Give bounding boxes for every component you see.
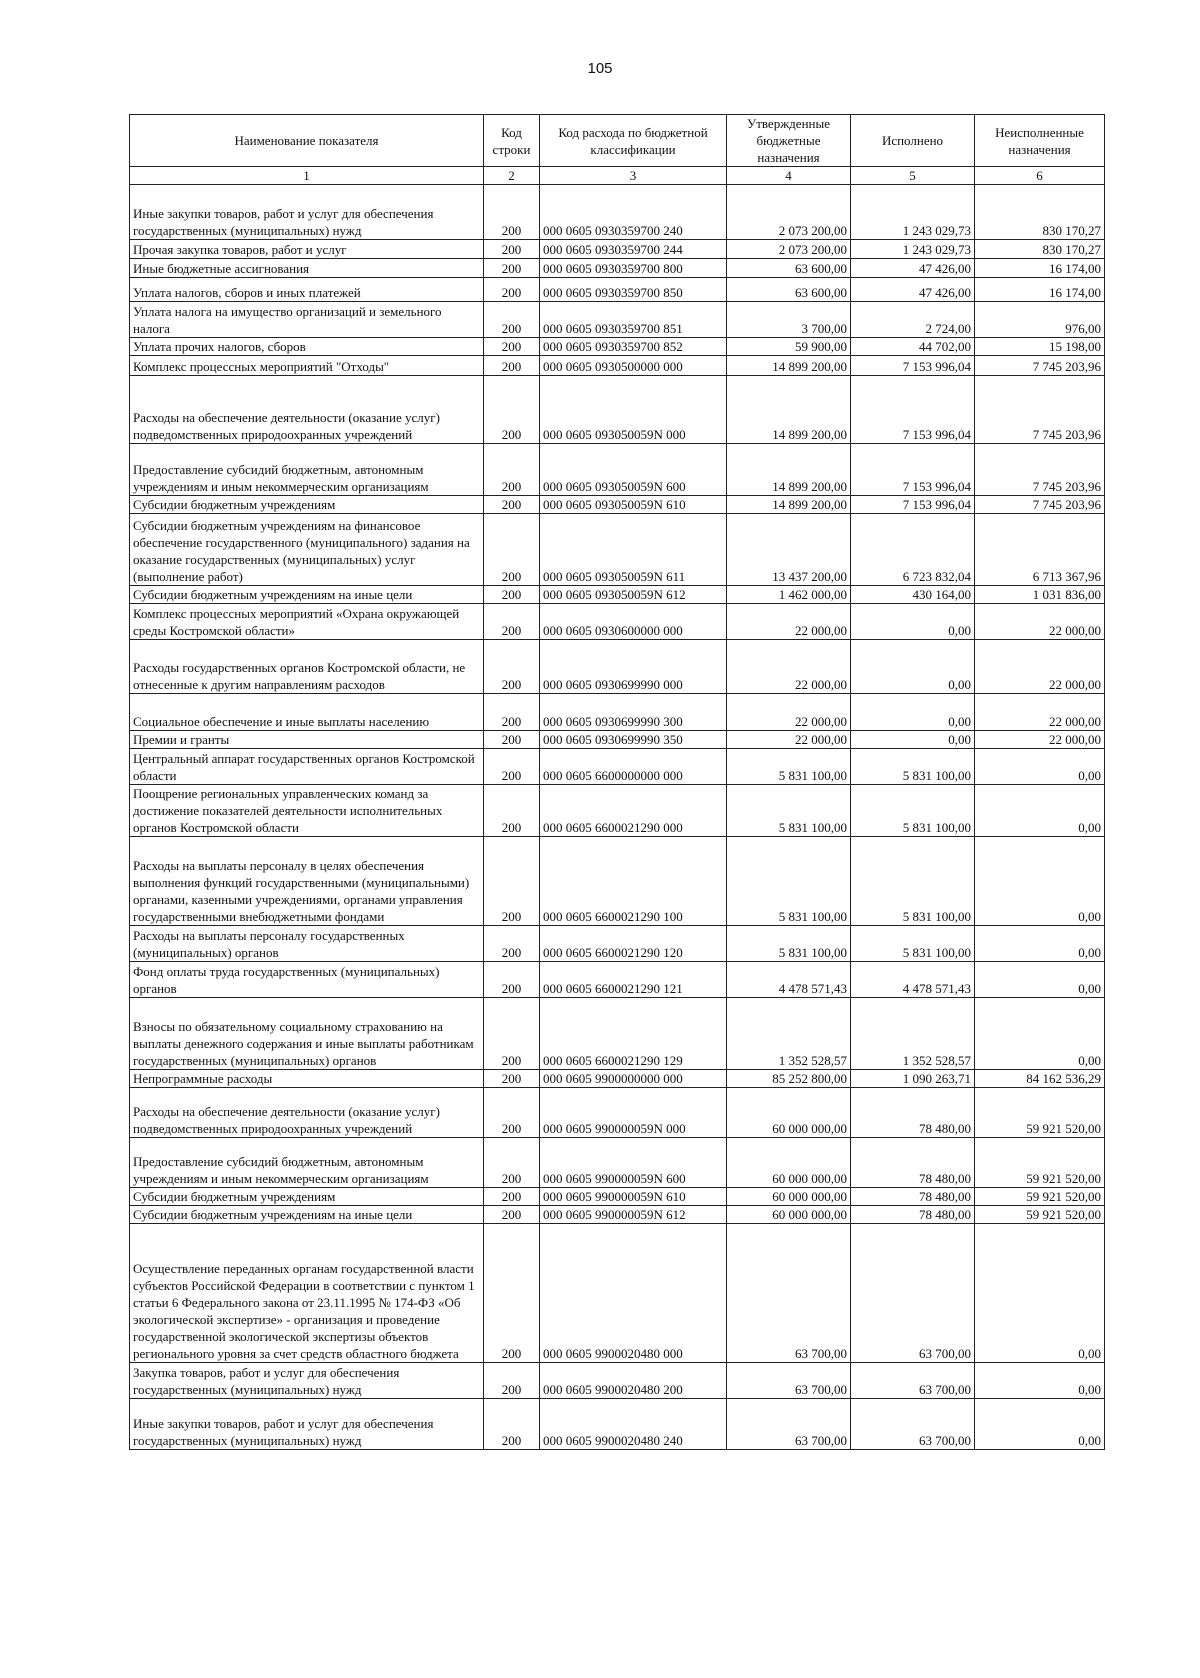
header-unexecuted: Неисполненные назначения — [975, 115, 1105, 167]
row-unexecuted: 84 162 536,29 — [975, 1070, 1105, 1088]
row-executed: 78 480,00 — [851, 1206, 975, 1224]
table-row — [130, 1070, 1105, 1088]
row-unexecuted: 59 921 520,00 — [975, 1206, 1105, 1224]
row-line-code: 200 — [484, 586, 540, 604]
row-approved: 14 899 200,00 — [727, 356, 851, 376]
row-budget-code: 000 0605 093050059N 611 — [540, 514, 727, 586]
row-executed: 7 153 996,04 — [851, 444, 975, 496]
row-approved: 22 000,00 — [727, 694, 851, 731]
row-approved: 14 899 200,00 — [727, 444, 851, 496]
row-budget-code: 000 0605 990000059N 610 — [540, 1188, 727, 1206]
row-unexecuted: 0,00 — [975, 749, 1105, 785]
row-budget-code: 000 0605 9900020480 200 — [540, 1363, 727, 1399]
row-budget-code: 000 0605 6600021290 129 — [540, 998, 727, 1070]
row-unexecuted: 7 745 203,96 — [975, 444, 1105, 496]
row-budget-code: 000 0605 0930600000 000 — [540, 604, 727, 640]
row-name: Уплата налогов, сборов и иных платежей — [130, 278, 484, 302]
row-name: Субсидии бюджетным учреждениям на финансовое обеспечение государственного (муниципального) задания на оказание государственных (муниципальных) услуг (выполнение работ) — [130, 514, 484, 586]
row-name: Расходы на обеспечение деятельности (оказание услуг) подведомственных природоохранных учреждений — [130, 376, 484, 444]
row-unexecuted: 0,00 — [975, 998, 1105, 1070]
column-number: 1 — [130, 167, 484, 185]
row-line-code: 200 — [484, 1224, 540, 1363]
row-approved: 14 899 200,00 — [727, 376, 851, 444]
row-line-code: 200 — [484, 926, 540, 962]
row-line-code: 200 — [484, 640, 540, 694]
table-row — [130, 338, 1105, 356]
row-budget-code: 000 0605 0930359700 240 — [540, 185, 727, 240]
table-row — [130, 1224, 1105, 1363]
column-number: 2 — [484, 167, 540, 185]
row-executed: 5 831 100,00 — [851, 926, 975, 962]
row-line-code: 200 — [484, 376, 540, 444]
row-budget-code: 000 0605 0930359700 851 — [540, 302, 727, 338]
row-executed: 5 831 100,00 — [851, 785, 975, 837]
table-row — [130, 962, 1105, 998]
table-row — [130, 496, 1105, 514]
row-executed: 78 480,00 — [851, 1088, 975, 1138]
row-executed: 63 700,00 — [851, 1224, 975, 1363]
column-number: 5 — [851, 167, 975, 185]
row-unexecuted: 0,00 — [975, 1224, 1105, 1363]
row-budget-code: 000 0605 0930699990 300 — [540, 694, 727, 731]
row-executed: 1 352 528,57 — [851, 998, 975, 1070]
row-name: Комплекс процессных мероприятий «Охрана окружающей среды Костромской области» — [130, 604, 484, 640]
header-row — [130, 115, 1105, 167]
row-executed: 1 243 029,73 — [851, 185, 975, 240]
table-row — [130, 731, 1105, 749]
row-name: Предоставление субсидий бюджетным, автономным учреждениям и иным некоммерческим организациям — [130, 1138, 484, 1188]
table-row — [130, 1363, 1105, 1399]
row-line-code: 200 — [484, 694, 540, 731]
table-row — [130, 444, 1105, 496]
row-name: Непрограммные расходы — [130, 1070, 484, 1088]
row-name: Взносы по обязательному социальному страхованию на выплаты денежного содержания и иные выплаты работникам государственных (муниципальных) органов — [130, 998, 484, 1070]
row-name: Иные закупки товаров, работ и услуг для обеспечения государственных (муниципальных) нужд — [130, 185, 484, 240]
table-row — [130, 694, 1105, 731]
row-executed: 5 831 100,00 — [851, 837, 975, 926]
row-name: Осуществление переданных органам государственной власти субъектов Российской Федерации в соответствии с пунктом 1 статьи 6 Федерального закона от 23.11.1995 № 174-ФЗ «Об экологической экспертизе» - организация и проведение государственной экологической экспертизы объектов регионального уровня за счет средств областного бюджета — [130, 1224, 484, 1363]
row-unexecuted: 59 921 520,00 — [975, 1188, 1105, 1206]
row-budget-code: 000 0605 9900000000 000 — [540, 1070, 727, 1088]
row-budget-code: 000 0605 093050059N 610 — [540, 496, 727, 514]
row-unexecuted: 7 745 203,96 — [975, 376, 1105, 444]
row-line-code: 200 — [484, 962, 540, 998]
header-budget-code: Код расхода по бюджетной классификации — [540, 115, 727, 167]
row-executed: 4 478 571,43 — [851, 962, 975, 998]
row-budget-code: 000 0605 9900020480 240 — [540, 1399, 727, 1450]
row-unexecuted: 830 170,27 — [975, 185, 1105, 240]
row-approved: 63 700,00 — [727, 1224, 851, 1363]
row-line-code: 200 — [484, 1363, 540, 1399]
table-row — [130, 926, 1105, 962]
row-line-code: 200 — [484, 1399, 540, 1450]
row-unexecuted: 22 000,00 — [975, 694, 1105, 731]
table-row — [130, 240, 1105, 259]
row-budget-code: 000 0605 990000059N 000 — [540, 1088, 727, 1138]
row-approved: 1 352 528,57 — [727, 998, 851, 1070]
table-row — [130, 640, 1105, 694]
table-row — [130, 1188, 1105, 1206]
row-name: Закупка товаров, работ и услуг для обеспечения государственных (муниципальных) нужд — [130, 1363, 484, 1399]
row-executed: 7 153 996,04 — [851, 356, 975, 376]
row-name: Расходы на выплаты персоналу государственных (муниципальных) органов — [130, 926, 484, 962]
row-approved: 22 000,00 — [727, 731, 851, 749]
row-name: Комплекс процессных мероприятий "Отходы" — [130, 356, 484, 376]
table-row — [130, 1399, 1105, 1450]
row-approved: 60 000 000,00 — [727, 1188, 851, 1206]
row-line-code: 200 — [484, 259, 540, 278]
row-approved: 22 000,00 — [727, 604, 851, 640]
row-executed: 2 724,00 — [851, 302, 975, 338]
row-unexecuted: 22 000,00 — [975, 731, 1105, 749]
row-executed: 5 831 100,00 — [851, 749, 975, 785]
row-budget-code: 000 0605 093050059N 612 — [540, 586, 727, 604]
row-approved: 5 831 100,00 — [727, 926, 851, 962]
row-unexecuted: 59 921 520,00 — [975, 1088, 1105, 1138]
row-line-code: 200 — [484, 1188, 540, 1206]
row-approved: 59 900,00 — [727, 338, 851, 356]
row-unexecuted: 7 745 203,96 — [975, 356, 1105, 376]
row-approved: 63 600,00 — [727, 278, 851, 302]
table-row — [130, 278, 1105, 302]
header-executed: Исполнено — [851, 115, 975, 167]
row-executed: 47 426,00 — [851, 278, 975, 302]
row-executed: 44 702,00 — [851, 338, 975, 356]
row-budget-code: 000 0605 6600021290 121 — [540, 962, 727, 998]
table-row — [130, 302, 1105, 338]
row-line-code: 200 — [484, 731, 540, 749]
header-approved: Утвержденные бюджетные назначения — [727, 115, 851, 167]
row-approved: 5 831 100,00 — [727, 837, 851, 926]
budget-execution-table — [129, 114, 1105, 1450]
row-approved: 2 073 200,00 — [727, 185, 851, 240]
row-line-code: 200 — [484, 1070, 540, 1088]
row-line-code: 200 — [484, 514, 540, 586]
row-line-code: 200 — [484, 444, 540, 496]
row-name: Субсидии бюджетным учреждениям на иные цели — [130, 586, 484, 604]
row-name: Расходы на выплаты персоналу в целях обеспечения выполнения функций государственными (муниципальными) органами, казенными учреждениями, органами управления государственными внебюджетными фондами — [130, 837, 484, 926]
row-approved: 60 000 000,00 — [727, 1206, 851, 1224]
row-line-code: 200 — [484, 998, 540, 1070]
row-name: Предоставление субсидий бюджетным, автономным учреждениям и иным некоммерческим организациям — [130, 444, 484, 496]
table-row — [130, 185, 1105, 240]
row-line-code: 200 — [484, 749, 540, 785]
table-body — [130, 185, 1105, 1450]
row-unexecuted: 15 198,00 — [975, 338, 1105, 356]
row-name: Уплата прочих налогов, сборов — [130, 338, 484, 356]
table-row — [130, 586, 1105, 604]
row-unexecuted: 7 745 203,96 — [975, 496, 1105, 514]
row-budget-code: 000 0605 0930699990 000 — [540, 640, 727, 694]
row-unexecuted: 0,00 — [975, 1399, 1105, 1450]
row-approved: 1 462 000,00 — [727, 586, 851, 604]
row-line-code: 200 — [484, 1206, 540, 1224]
row-executed: 0,00 — [851, 604, 975, 640]
row-budget-code: 000 0605 0930699990 350 — [540, 731, 727, 749]
row-budget-code: 000 0605 093050059N 000 — [540, 376, 727, 444]
row-name: Прочая закупка товаров, работ и услуг — [130, 240, 484, 259]
row-executed: 1 090 263,71 — [851, 1070, 975, 1088]
row-unexecuted: 6 713 367,96 — [975, 514, 1105, 586]
row-name: Поощрение региональных управленческих команд за достижение показателей деятельности исполнительных органов Костромской области — [130, 785, 484, 837]
row-executed: 1 243 029,73 — [851, 240, 975, 259]
row-approved: 63 600,00 — [727, 259, 851, 278]
table-row — [130, 259, 1105, 278]
header-line-code: Код строки — [484, 115, 540, 167]
row-unexecuted: 0,00 — [975, 785, 1105, 837]
row-unexecuted: 976,00 — [975, 302, 1105, 338]
row-approved: 13 437 200,00 — [727, 514, 851, 586]
row-budget-code: 000 0605 0930500000 000 — [540, 356, 727, 376]
row-approved: 60 000 000,00 — [727, 1138, 851, 1188]
row-budget-code: 000 0605 6600021290 100 — [540, 837, 727, 926]
row-line-code: 200 — [484, 338, 540, 356]
row-executed: 63 700,00 — [851, 1399, 975, 1450]
row-executed: 7 153 996,04 — [851, 496, 975, 514]
row-line-code: 200 — [484, 604, 540, 640]
table-row — [130, 514, 1105, 586]
row-unexecuted: 59 921 520,00 — [975, 1138, 1105, 1188]
row-approved: 14 899 200,00 — [727, 496, 851, 514]
row-line-code: 200 — [484, 302, 540, 338]
row-line-code: 200 — [484, 185, 540, 240]
table-row — [130, 837, 1105, 926]
row-executed: 0,00 — [851, 731, 975, 749]
table-row — [130, 356, 1105, 376]
row-unexecuted: 0,00 — [975, 837, 1105, 926]
row-unexecuted: 16 174,00 — [975, 278, 1105, 302]
row-budget-code: 000 0605 0930359700 244 — [540, 240, 727, 259]
row-executed: 47 426,00 — [851, 259, 975, 278]
row-name: Центральный аппарат государственных органов Костромской области — [130, 749, 484, 785]
column-number: 4 — [727, 167, 851, 185]
row-executed: 78 480,00 — [851, 1138, 975, 1188]
row-unexecuted: 16 174,00 — [975, 259, 1105, 278]
row-approved: 85 252 800,00 — [727, 1070, 851, 1088]
row-name: Иные закупки товаров, работ и услуг для обеспечения государственных (муниципальных) нужд — [130, 1399, 484, 1450]
row-approved: 2 073 200,00 — [727, 240, 851, 259]
table-row — [130, 604, 1105, 640]
page-number: 105 — [587, 60, 613, 77]
row-line-code: 200 — [484, 1138, 540, 1188]
row-line-code: 200 — [484, 837, 540, 926]
row-name: Премии и гранты — [130, 731, 484, 749]
row-budget-code: 000 0605 9900020480 000 — [540, 1224, 727, 1363]
row-executed: 63 700,00 — [851, 1363, 975, 1399]
table-row — [130, 749, 1105, 785]
table-row — [130, 1088, 1105, 1138]
row-approved: 63 700,00 — [727, 1363, 851, 1399]
row-unexecuted: 830 170,27 — [975, 240, 1105, 259]
row-name: Субсидии бюджетным учреждениям на иные цели — [130, 1206, 484, 1224]
row-approved: 4 478 571,43 — [727, 962, 851, 998]
row-name: Иные бюджетные ассигнования — [130, 259, 484, 278]
column-numbers-row — [130, 167, 1105, 185]
row-budget-code: 000 0605 6600000000 000 — [540, 749, 727, 785]
row-executed: 6 723 832,04 — [851, 514, 975, 586]
row-name: Социальное обеспечение и иные выплаты населению — [130, 694, 484, 731]
row-name: Расходы на обеспечение деятельности (оказание услуг) подведомственных природоохранных учреждений — [130, 1088, 484, 1138]
row-approved: 3 700,00 — [727, 302, 851, 338]
row-executed: 0,00 — [851, 640, 975, 694]
column-number: 3 — [540, 167, 727, 185]
row-approved: 22 000,00 — [727, 640, 851, 694]
row-unexecuted: 1 031 836,00 — [975, 586, 1105, 604]
row-unexecuted: 0,00 — [975, 1363, 1105, 1399]
table-row — [130, 1206, 1105, 1224]
table-row — [130, 1138, 1105, 1188]
row-executed: 7 153 996,04 — [851, 376, 975, 444]
row-budget-code: 000 0605 093050059N 600 — [540, 444, 727, 496]
row-budget-code: 000 0605 6600021290 000 — [540, 785, 727, 837]
table-row — [130, 376, 1105, 444]
row-approved: 5 831 100,00 — [727, 785, 851, 837]
row-budget-code: 000 0605 6600021290 120 — [540, 926, 727, 962]
row-unexecuted: 0,00 — [975, 962, 1105, 998]
row-budget-code: 000 0605 0930359700 800 — [540, 259, 727, 278]
row-budget-code: 000 0605 0930359700 850 — [540, 278, 727, 302]
row-approved: 63 700,00 — [727, 1399, 851, 1450]
row-executed: 78 480,00 — [851, 1188, 975, 1206]
row-approved: 60 000 000,00 — [727, 1088, 851, 1138]
row-name: Фонд оплаты труда государственных (муниципальных) органов — [130, 962, 484, 998]
row-name: Расходы государственных органов Костромской области, не отнесенные к другим направлениям расходов — [130, 640, 484, 694]
row-budget-code: 000 0605 990000059N 612 — [540, 1206, 727, 1224]
row-name: Субсидии бюджетным учреждениям — [130, 496, 484, 514]
row-line-code: 200 — [484, 1088, 540, 1138]
row-approved: 5 831 100,00 — [727, 749, 851, 785]
row-unexecuted: 22 000,00 — [975, 640, 1105, 694]
row-unexecuted: 0,00 — [975, 926, 1105, 962]
row-line-code: 200 — [484, 496, 540, 514]
row-budget-code: 000 0605 0930359700 852 — [540, 338, 727, 356]
column-number: 6 — [975, 167, 1105, 185]
row-name: Уплата налога на имущество организаций и земельного налога — [130, 302, 484, 338]
header-name: Наименование показателя — [130, 115, 484, 167]
row-budget-code: 000 0605 990000059N 600 — [540, 1138, 727, 1188]
row-name: Субсидии бюджетным учреждениям — [130, 1188, 484, 1206]
table-row — [130, 998, 1105, 1070]
row-line-code: 200 — [484, 785, 540, 837]
table-row — [130, 785, 1105, 837]
row-unexecuted: 22 000,00 — [975, 604, 1105, 640]
row-executed: 0,00 — [851, 694, 975, 731]
row-line-code: 200 — [484, 278, 540, 302]
row-executed: 430 164,00 — [851, 586, 975, 604]
row-line-code: 200 — [484, 356, 540, 376]
row-line-code: 200 — [484, 240, 540, 259]
